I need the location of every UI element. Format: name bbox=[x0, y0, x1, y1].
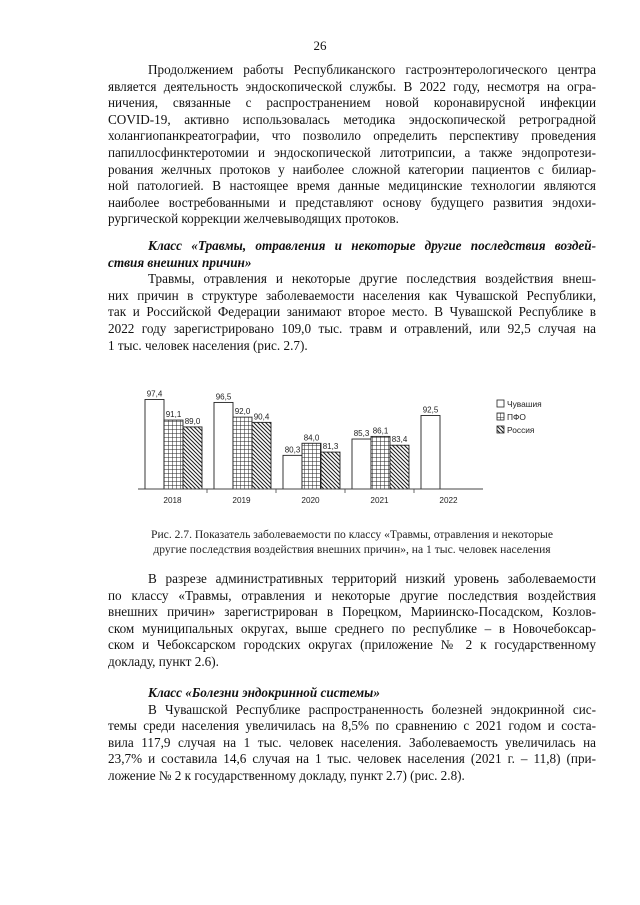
bar-Россия-2021 bbox=[390, 445, 409, 489]
text-line: ной патологией. В настоящее время данные медицинские технологии являются bbox=[108, 178, 596, 194]
bar-Россия-2019 bbox=[252, 422, 271, 489]
bar-chart bbox=[108, 385, 596, 515]
legend-swatch-Чувашия bbox=[497, 400, 504, 407]
text-line: наиболее востребованными и представляют основу будущего развития эндохи- bbox=[108, 194, 596, 210]
section-injuries-territories bbox=[108, 571, 596, 671]
section-endocrine bbox=[108, 685, 596, 785]
bar-ПФО-2019 bbox=[233, 417, 252, 489]
x-tick-label: 2019 bbox=[232, 496, 251, 505]
text-line: так и Российской Федерации занимают второе место. В Чувашской Республике в bbox=[108, 304, 596, 320]
bar-ПФО-2020 bbox=[302, 443, 321, 489]
text-line: них причин в структуре заболеваемости населения как Чувашской Республики, bbox=[108, 287, 596, 303]
data-label: 92,0 bbox=[234, 407, 251, 417]
data-label: 96,5 bbox=[215, 392, 232, 402]
legend-label: Россия bbox=[507, 425, 535, 435]
data-label: 83,4 bbox=[391, 435, 408, 445]
text-line: COVID-19, активно использовалась методика эндоскопической ретроградной bbox=[108, 111, 596, 127]
text-line: холангиопанкреатографии, что позволило определить перспективу проведения bbox=[108, 128, 596, 144]
text-line: является деятельность эндоскопической службы. В 2022 году, несмотря на огра- bbox=[108, 78, 596, 94]
text-line: ничения, связанные с распространением новой коронавирусной инфекции bbox=[108, 95, 596, 111]
text-line: 2022 году зарегистрировано 109,0 тыс. травм и отравлений, или 92,5 случая на bbox=[108, 320, 596, 336]
x-tick-label: 2018 bbox=[163, 496, 182, 505]
intro-paragraph bbox=[108, 62, 596, 228]
bar-ПФО-2021 bbox=[371, 436, 390, 489]
bar-Россия-2020 bbox=[321, 452, 340, 489]
legend-swatch-Россия bbox=[497, 426, 504, 433]
figure-caption bbox=[108, 527, 596, 557]
legend-swatch-ПФО bbox=[497, 413, 504, 420]
text-line: В разрезе административных территорий низкий уровень заболеваемости bbox=[148, 571, 596, 586]
section-endocrine-text bbox=[108, 702, 596, 785]
bar-Чувашия-2019 bbox=[214, 402, 233, 489]
x-tick-label: 2021 bbox=[370, 496, 389, 505]
text-line: папиллосфинктеротомии и эндоскопической литотрипсии, а также эндопротези- bbox=[108, 144, 596, 160]
bar-Чувашия-2018 bbox=[145, 399, 164, 489]
text-line: Класс «Травмы, отравления и некоторые другие последствия воздей- bbox=[148, 238, 596, 253]
data-label: 97,4 bbox=[146, 389, 163, 399]
text-line: ложение № 2 к государственному докладу, пункт 2.7) (рис. 2.8). bbox=[108, 767, 465, 783]
data-label: 89,0 bbox=[184, 416, 201, 426]
section-heading-injuries bbox=[108, 238, 596, 271]
data-label: 85,3 bbox=[353, 429, 370, 439]
text-line: по классу «Травмы, отравления и некоторые другие последствия воздействия bbox=[108, 587, 596, 603]
text-line: докладу, пункт 2.6). bbox=[108, 653, 219, 669]
data-label: 86,1 bbox=[372, 426, 389, 436]
bar-Чувашия-2022 bbox=[421, 416, 440, 490]
legend-label: ПФО bbox=[507, 412, 526, 422]
text-line: ском и Чебоксарском городских округах (приложение № 2 к государственному bbox=[108, 637, 596, 653]
bar-Чувашия-2020 bbox=[283, 455, 302, 489]
section-injuries bbox=[108, 238, 596, 354]
text-line: В Чувашской Республике распространенность болезней эндокринной сис- bbox=[148, 701, 596, 717]
text-line: 23,7% и составила 14,6 случая на 1 тыс. человек населения (2021 г. – 11,8) (при- bbox=[108, 751, 596, 767]
legend-label: Чувашия bbox=[507, 399, 542, 409]
injury-incidence-chart bbox=[108, 385, 596, 515]
intro-text bbox=[108, 62, 596, 228]
text-line: внешних причин» зарегистрирован в Порецком, Мариинско-Посадском, Козлов- bbox=[108, 604, 596, 620]
x-tick-label: 2022 bbox=[439, 496, 458, 505]
caption-line: другие последствия воздействия внешних причин», на 1 тыс. человек населения bbox=[153, 543, 551, 556]
text-line: темы среди населения увеличилась на 8,5% по сравнению с 2021 годом и соста- bbox=[108, 718, 596, 734]
section-injuries-territories-text bbox=[108, 571, 596, 671]
data-label: 80,3 bbox=[284, 445, 301, 455]
bar-Россия-2018 bbox=[183, 427, 202, 489]
bar-ПФО-2018 bbox=[164, 420, 183, 489]
text-line: Травмы, отравления и некоторые другие последствия воздействия внеш- bbox=[148, 271, 596, 287]
text-line: рургической коррекции желчевыводящих протоков. bbox=[108, 211, 399, 227]
figure-caption-text bbox=[108, 527, 596, 557]
data-label: 92,5 bbox=[422, 405, 439, 415]
data-label: 84,0 bbox=[303, 433, 320, 443]
caption-line: Рис. 2.7. Показатель заболеваемости по классу «Травмы, отравления и некоторые bbox=[151, 528, 553, 541]
text-line: ском муниципальных округах, выше среднего по республике – в Новочебоксар- bbox=[108, 620, 596, 636]
text-line: Продолжением работы Республиканского гастроэнтерологического центра bbox=[148, 62, 596, 77]
data-label: 91,1 bbox=[165, 410, 182, 420]
text-line: рования желчных протоков у наиболее сложной категории пациентов с билиар- bbox=[108, 161, 596, 177]
data-label: 90,4 bbox=[253, 412, 270, 422]
data-label: 81,3 bbox=[322, 442, 339, 452]
section-heading-endocrine bbox=[108, 685, 596, 702]
text-line: вила 117,9 случая на 1 тыс. человек населения. Заболеваемость увеличилась на bbox=[108, 734, 596, 750]
bar-Чувашия-2021 bbox=[352, 439, 371, 489]
section-injuries-text bbox=[108, 271, 596, 354]
text-line: 1 тыс. человек населения (рис. 2.7). bbox=[108, 337, 308, 353]
text-line: Класс «Болезни эндокринной системы» bbox=[148, 685, 380, 700]
x-tick-label: 2020 bbox=[301, 496, 320, 505]
page-number: 26 bbox=[313, 38, 327, 53]
text-line: ствия внешних причин» bbox=[108, 254, 252, 270]
